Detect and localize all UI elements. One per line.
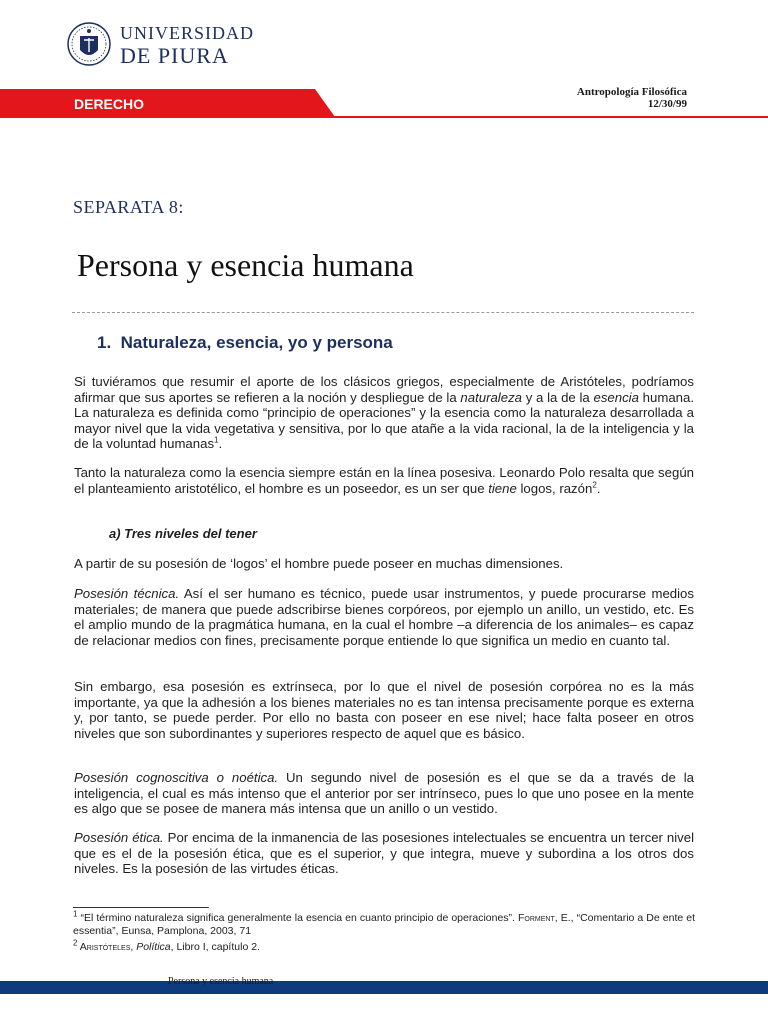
section-number: 1.: [97, 333, 112, 352]
p2-emph-tiene: tiene: [488, 480, 517, 496]
paragraph-7: [74, 830, 694, 877]
university-seal-icon: [66, 14, 112, 74]
footnote-1-number: 1: [73, 909, 78, 919]
footnote-1: [73, 909, 696, 938]
p1-text-e: humana. La naturaleza es definida como “principio de operaciones” y la esencia como la naturaleza desarrollada a mayor nivel que la vida vegetativa y sensitiva, por lo que atañe a la vida racional, la de la inteligencia y la de la voluntad humanas: [74, 389, 694, 452]
course-info: [480, 86, 687, 110]
p4-term: Posesión técnica.: [74, 586, 180, 601]
department-label: DERECHO: [74, 96, 145, 112]
paragraph-5: Sin embargo, esa posesión es extrínseca, por lo que el nivel de posesión corpórea no es la más importante, ya que la adhesión a los bienes materiales no es tan intensa precisamente porque es externa y, por tanto, se puede perder. Por ello no basta con poseer en ese nivel; hace falta poseer en otros niveles que son subordinantes y superiores respecto de aquel que es básico.: [74, 679, 694, 741]
p7-term: Posesión ética.: [74, 830, 164, 845]
university-logo: [66, 14, 254, 76]
header-rule: [0, 116, 768, 118]
p6-text: Un segundo nivel de posesión es el que se da a través de la inteligencia, el cual es más intenso que el anterior por ser intrínseco, pues lo que uno posee en la mente es algo que se posee de manera más intensa que un anillo o un vestido.: [74, 770, 694, 817]
footnote-rule: [73, 907, 209, 908]
course-name: Antropología Filosófica: [576, 86, 687, 98]
paragraph-2: [74, 465, 694, 496]
paragraph-1: [74, 374, 694, 452]
footnote-1-text-a: “El término naturaleza significa generalmente la esencia en cuanto principio de operaciones”.: [77, 912, 519, 924]
section-heading: [97, 333, 393, 353]
p2-text-c: logos, razón: [516, 480, 593, 496]
p7-text: Por encima de la inmanencia de las posesiones intelectuales se encuentra un tercer nivel que es el de la posesión ética, que es el superior, y que integra, mueve y subordina a los otros dos niveles. Es la posesión de las virtudes éticas.: [74, 830, 694, 877]
footer-title: Persona y esencia humana: [168, 976, 274, 987]
department-band: [0, 89, 335, 117]
footnote-2: [73, 938, 695, 954]
footnote-2-text-a: ,: [130, 941, 137, 953]
p1-text-f: .: [218, 436, 223, 452]
logo-line-1: UNIVERSIDAD: [120, 23, 254, 43]
footnote-2-text-b: , Libro I, capítulo 2.: [170, 941, 260, 953]
section-title: Naturaleza, esencia, yo y persona: [120, 333, 393, 352]
title-divider: [72, 312, 694, 313]
p2-text-d: .: [596, 480, 601, 496]
p6-term: Posesión cognoscitiva o noética.: [74, 770, 279, 785]
p2-text-a: Tanto la naturaleza como la esencia siempre están en la línea posesiva. Leonardo Polo resalta que según el planteamiento aristotélico, el hombre es un poseedor, es un ser que: [74, 465, 694, 496]
separata-label: SEPARATA 8:: [73, 197, 184, 217]
logo-line-2: DE PIURA: [120, 43, 229, 68]
footnote-2-work: Política: [136, 941, 171, 953]
page-title: Persona y esencia humana: [77, 247, 414, 283]
course-date: 12/30/99: [647, 98, 687, 110]
logo-wordmark: [120, 24, 254, 67]
p1-emph-naturaleza: naturaleza: [460, 389, 522, 405]
paragraph-6: [74, 770, 694, 817]
paragraph-4: [74, 586, 694, 648]
footnote-1-author: Forment: [518, 912, 555, 924]
footnote-2-author: Aristóteles: [77, 941, 131, 953]
p4-text: Así el ser humano es técnico, puede usar instrumentos, y puede procurarse medios materiales; de manera que puede adscribirse bienes corpóreos, por ejemplo un anillo, un vestido, etc. Es el amplio mundo de la pragmática humana, en la cual el hombre –a diferencia de los animales– es capaz de relacionar medios con fines, precisamente porque entiende lo que significa un medio en cuanto tal.: [74, 586, 694, 648]
paragraph-3: A partir de su posesión de ‘logos’ el hombre puede poseer en muchas dimensiones.: [74, 556, 564, 571]
footnote-2-number: 2: [73, 938, 78, 948]
footnote-ref-2[interactable]: 2: [592, 480, 597, 490]
p1-text-c: y a la de la: [522, 389, 594, 405]
p1-emph-esencia: esencia: [593, 389, 639, 405]
p1-text-a: Si tuviéramos que resumir el aporte de los clásicos griegos, especialmente de Aristóteles, podríamos afirmar que sus aportes se refieren a la noción y despliegue de la: [74, 374, 694, 405]
footnote-1-text-b: , E., “Comentario a De ente et essentia”, Eunsa, Pamplona, 2003, 71: [73, 912, 696, 937]
subheading: a) Tres niveles del tener: [109, 526, 257, 541]
footer-bar: [0, 981, 768, 994]
footnote-ref-1[interactable]: 1: [214, 435, 219, 445]
